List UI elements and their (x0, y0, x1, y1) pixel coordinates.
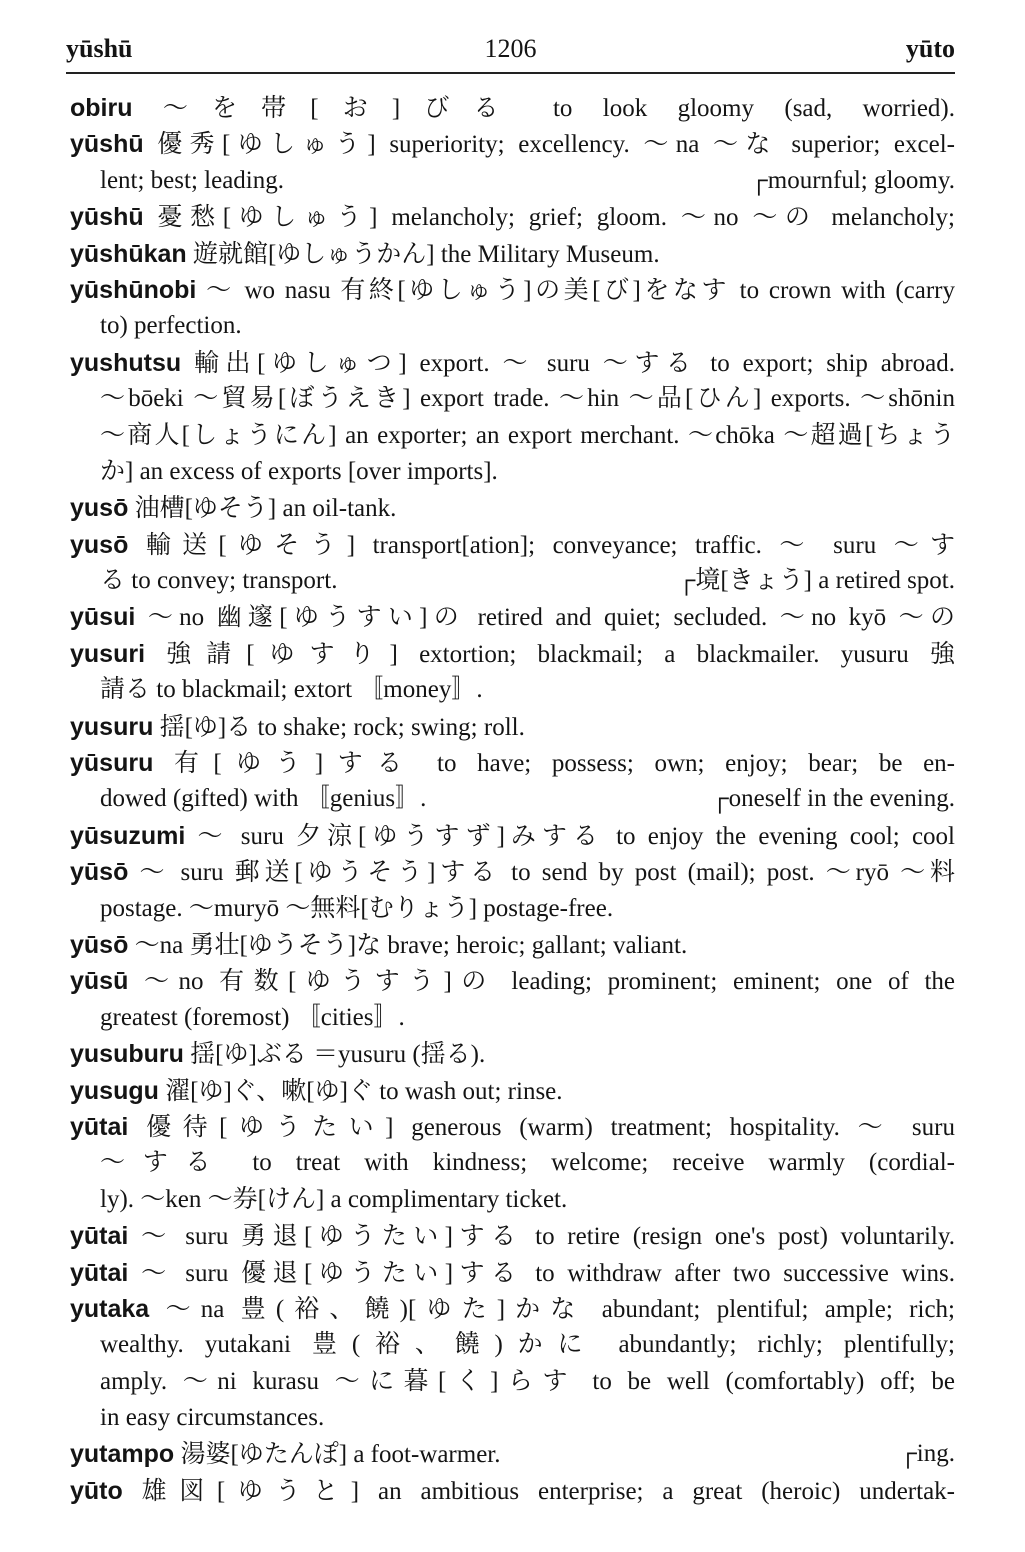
entry-text: 輸送[ゆそう] transport[ation]; conveyance; traffic. ～ suru ～す (128, 531, 955, 559)
entry-line-headword (70, 272, 955, 308)
entry-headword: yūsō (70, 858, 129, 887)
entry-text: dowed (gifted) with 〚genius〛. (100, 785, 427, 813)
entry-text: ～ suru 夕涼[ゆうすず]みする to enjoy the evening cool; cool (185, 822, 955, 850)
entry-carryover-text: ┌境[きょう] a retired spot. (677, 567, 955, 595)
entry-line-continuation (70, 1400, 955, 1436)
entry-line-headword (70, 1036, 955, 1072)
entry-line-headword (70, 345, 955, 381)
entry-headword: yūsū (70, 967, 129, 996)
entry-text: postage. ～muryō ～無料[むりょう] postage-free. (100, 894, 614, 922)
entry-headword: yūshū (70, 130, 144, 159)
entry-headword: yusō (70, 530, 129, 559)
entry-text: 揺[ゆ]る to shake; rock; swing; roll. (153, 713, 525, 741)
entry-headword: yūsui (70, 603, 136, 632)
entry-text: amply. ～ni kurasu ～に暮[く]らす to be well (comfortably) off; be (100, 1367, 955, 1395)
entry-headword: yūtai (70, 1112, 129, 1141)
entry-text: 雄図[ゆうと] an ambitious enterprise; a great (heroic) undertak- (122, 1477, 955, 1505)
entry-text: ～na 豊(裕、饒)[ゆた]かな abundant; plentiful; ample; rich; (149, 1295, 955, 1323)
entry-line-continuation (70, 891, 955, 927)
entry-text: ～ suru 郵送[ゆうそう]する to send by post (mail); post. ～ryō ～料 (128, 859, 955, 887)
entry-text: 強請[ゆすり] extortion; blackmail; a blackmailer. yusuru 強 (145, 640, 955, 668)
entry-carryover-text: ┌ing. (899, 1440, 955, 1468)
entry-line-continuation (70, 381, 955, 417)
entry-carryover-text: ┌oneself in the evening. (710, 785, 955, 813)
entry-line-headword (70, 745, 955, 781)
entry-headword: yūtai (70, 1222, 129, 1251)
entry-line-continuation (70, 1364, 955, 1400)
entry-text: greatest (foremost) 〚cities〛. (100, 1003, 405, 1031)
entry-line-headword (70, 1109, 955, 1145)
entry-line-headword (70, 1473, 955, 1509)
entry-text: ～na 勇壮[ゆうそう]な brave; heroic; gallant; valiant. (128, 931, 688, 959)
entry-line-headword (70, 709, 955, 745)
entry-line-continuation (70, 672, 955, 708)
entry-line-continuation (70, 1182, 955, 1218)
entry-line-continuation (70, 1327, 955, 1363)
entry-line-continuation (70, 163, 955, 199)
entry-text: 請る to blackmail; extort 〚money〛. (100, 676, 483, 704)
entry-line-continuation (70, 1145, 955, 1181)
entry-line-headword (70, 199, 955, 235)
entry-line-headword (70, 126, 955, 162)
entry-text: か] an excess of exports [over imports]. (100, 457, 498, 485)
entry-line-headword (70, 599, 955, 635)
entry-line-continuation (70, 781, 955, 817)
entry-headword: yusō (70, 494, 129, 523)
entry-headword: yūshū (70, 203, 144, 232)
entry-headword: yusuri (70, 639, 146, 668)
entry-text: 濯[ゆ]ぐ、嗽[ゆ]ぐ to wash out; rinse. (158, 1077, 563, 1105)
entry-text: ly). ～ken ～券[けん] a complimentary ticket. (100, 1185, 568, 1213)
entry-text: lent; best; leading. (100, 166, 284, 194)
entry-text: wealthy. yutakani 豊(裕、饒)かに abundantly; richly; plentifully; (100, 1331, 955, 1359)
entry-headword: yūsō (70, 930, 129, 959)
header-first-headword: yūshū (66, 34, 133, 63)
entry-text: る to convey; transport. (100, 567, 338, 595)
entry-headword: yūshūnobi (70, 275, 197, 304)
entry-text: in easy circumstances. (100, 1404, 325, 1432)
header-last-headword: yūto (905, 34, 955, 63)
entry-headword: yūsuzumi (70, 821, 186, 850)
entry-line-headword (70, 927, 955, 963)
entry-headword: yusugu (70, 1076, 159, 1105)
page-number: 1206 (484, 34, 537, 63)
entry-line-headword (70, 963, 955, 999)
entry-text: 憂愁[ゆしゅう] melancholy; grief; gloom. ～no ～の melancholy; (143, 204, 955, 232)
entry-line-continuation (70, 454, 955, 490)
entry-text: 揺[ゆ]ぶる ＝yusuru (揺る). (183, 1041, 486, 1069)
entry-line-headword (70, 236, 955, 272)
entry-text: ～ suru 勇退[ゆうたい]する to retire (resign one's post) voluntarily. (128, 1223, 955, 1251)
entry-text: ～商人[しょうにん] an exporter; an export merchant. ～chōka ～超過[ちょう (100, 421, 955, 449)
entry-line-headword (70, 1436, 955, 1472)
entry-line-headword (70, 1218, 955, 1254)
entry-line-headword (70, 527, 955, 563)
entry-line-headword (70, 818, 955, 854)
entry-text: 優秀[ゆしゅう] superiority; excellency. ～na ～な superior; excel- (143, 131, 955, 159)
entry-carryover-text: ┌mournful; gloomy. (750, 166, 955, 194)
entry-line-headword (70, 854, 955, 890)
entry-line-headword (70, 490, 955, 526)
dictionary-entries (70, 90, 955, 1509)
entry-text: 有[ゆう]する to have; possess; own; enjoy; bear; be en- (153, 750, 955, 778)
entry-headword: yutampo (70, 1440, 175, 1469)
entry-line-headword (70, 636, 955, 672)
entry-headword: yusuru (70, 712, 154, 741)
entry-line-headword (70, 90, 955, 126)
entry-line-continuation (70, 308, 955, 344)
entry-headword: yūshūkan (70, 239, 187, 268)
entry-headword: yutaka (70, 1294, 150, 1323)
entry-text: ～bōeki ～貿易[ぼうえき] export trade. ～hin ～品[ひん] exports. ～shōnin (100, 385, 955, 413)
entry-text: ～no 有数[ゆうすう]の leading; prominent; eminent; one of the (128, 968, 955, 996)
entry-text: ～する to treat with kindness; welcome; receive warmly (cordial- (100, 1149, 955, 1177)
entry-text: to) perfection. (100, 312, 242, 340)
entry-headword: yusuburu (70, 1040, 184, 1069)
entry-text: ～ wo nasu 有終[ゆしゅう]の美[び]をなす to crown with (carry (196, 276, 955, 304)
entry-line-continuation (70, 1000, 955, 1036)
entry-headword: yushutsu (70, 348, 182, 377)
entry-line-continuation (70, 418, 955, 454)
entry-line-headword (70, 1255, 955, 1291)
entry-headword: obiru (70, 94, 133, 122)
header-rule (66, 72, 955, 74)
entry-line-headword (70, 1291, 955, 1327)
entry-text: 輸出[ゆしゅつ] export. ～ suru ～する to export; ship abroad. (181, 349, 955, 377)
entry-text: 湯婆[ゆたんぽ] a foot-warmer. (174, 1441, 501, 1469)
entry-line-headword (70, 1073, 955, 1109)
entry-headword: yūto (70, 1476, 123, 1505)
entry-headword: yūsuru (70, 749, 154, 778)
page-header (66, 30, 955, 70)
entry-text: 遊就館[ゆしゅうかん] the Military Museum. (186, 240, 660, 268)
entry-text: ～を帯[お]びる to look gloomy (sad, worried). (132, 95, 955, 122)
entry-text: ～no 幽邃[ゆうすい]の retired and quiet; secluded. ～no kyō ～の (135, 604, 955, 632)
entry-text: 優待[ゆうたい] generous (warm) treatment; hospitality. ～ suru (128, 1113, 955, 1141)
entry-headword: yūtai (70, 1258, 129, 1287)
entry-text: ～ suru 優退[ゆうたい]する to withdraw after two successive wins. (128, 1259, 955, 1287)
entry-text: 油槽[ゆそう] an oil-tank. (128, 495, 397, 523)
entry-line-continuation (70, 563, 955, 599)
